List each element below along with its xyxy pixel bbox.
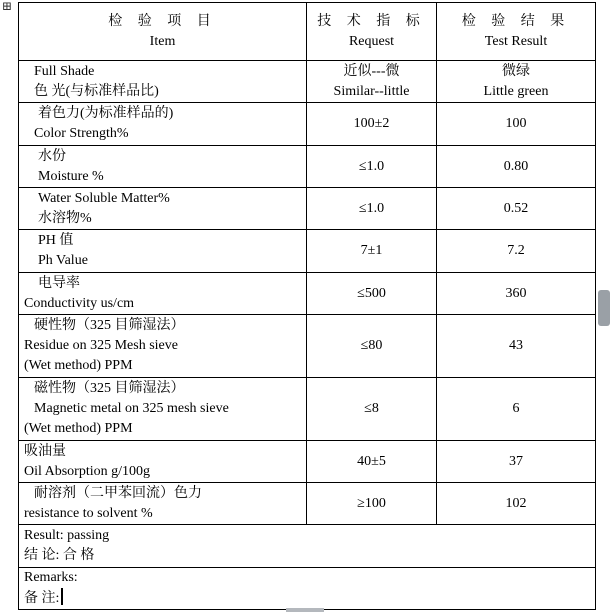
header-result-cell[interactable] bbox=[437, 3, 596, 61]
request-line: ≤8 bbox=[364, 401, 379, 416]
table-row bbox=[19, 315, 596, 378]
header-item-cell[interactable] bbox=[19, 3, 307, 61]
header-result-en: Test Result bbox=[484, 33, 548, 49]
item-cell[interactable] bbox=[19, 188, 307, 230]
item-line: Magnetic metal on 325 mesh sieve bbox=[34, 401, 229, 416]
result-line: 7.2 bbox=[507, 243, 525, 258]
result-line: 6 bbox=[512, 401, 520, 416]
header-request-cn: 技 术 指 标 bbox=[317, 13, 426, 29]
item-cell[interactable] bbox=[19, 146, 307, 188]
item-line: Full Shade bbox=[34, 63, 95, 79]
result-row bbox=[19, 525, 596, 568]
request-line: 100±2 bbox=[353, 116, 390, 131]
header-item-cn: 检 验 项 目 bbox=[108, 13, 217, 29]
item-line: 电导率 bbox=[38, 275, 80, 291]
item-line: 水溶物% bbox=[38, 210, 92, 226]
result-cell[interactable] bbox=[437, 188, 596, 230]
table-row bbox=[19, 483, 596, 525]
request-line: 近似---微 bbox=[343, 63, 400, 79]
result-cell[interactable] bbox=[437, 483, 596, 525]
item-line: 硬性物（325 目筛湿法） bbox=[34, 318, 185, 333]
table-row bbox=[19, 378, 596, 441]
header-result-cn: 检 验 结 果 bbox=[461, 13, 571, 29]
table-row bbox=[19, 146, 596, 188]
remarks-cn: 备 注: bbox=[24, 591, 60, 606]
item-line: resistance to solvent % bbox=[24, 505, 153, 521]
item-cell[interactable] bbox=[19, 483, 307, 525]
table-row bbox=[19, 188, 596, 230]
remarks-en: Remarks: bbox=[24, 570, 78, 585]
result-cell[interactable] bbox=[437, 441, 596, 483]
request-cell[interactable] bbox=[307, 103, 437, 146]
item-cell[interactable] bbox=[19, 378, 307, 441]
table-row bbox=[19, 441, 596, 483]
result-line: 43 bbox=[509, 338, 523, 353]
request-cell[interactable] bbox=[307, 315, 437, 378]
item-line: 磁性物（325 目筛湿法） bbox=[34, 381, 185, 396]
table-row bbox=[19, 61, 596, 103]
item-line: 水份 bbox=[38, 148, 66, 164]
result-line: 360 bbox=[505, 285, 527, 301]
request-line: ≤80 bbox=[360, 338, 383, 353]
remarks-cell[interactable] bbox=[19, 568, 596, 610]
remarks-row bbox=[19, 568, 596, 610]
item-line: 着色力(为标准样品的) bbox=[38, 106, 174, 121]
request-cell[interactable] bbox=[307, 378, 437, 441]
item-line: Residue on 325 Mesh sieve bbox=[24, 338, 178, 353]
request-cell[interactable] bbox=[307, 273, 437, 315]
request-line: 40±5 bbox=[357, 453, 386, 469]
result-cell[interactable] bbox=[437, 230, 596, 273]
request-line: ≤1.0 bbox=[358, 200, 385, 216]
item-line: (Wet method) PPM bbox=[24, 421, 133, 436]
text-cursor bbox=[61, 588, 63, 605]
result-cell[interactable] bbox=[437, 273, 596, 315]
request-cell[interactable] bbox=[307, 441, 437, 483]
item-cell[interactable] bbox=[19, 103, 307, 146]
item-cell[interactable] bbox=[19, 61, 307, 103]
item-line: PH 值 bbox=[38, 233, 74, 248]
request-line: ≤500 bbox=[357, 285, 386, 301]
result-line: Little green bbox=[483, 83, 549, 99]
item-line: Conductivity us/cm bbox=[24, 295, 135, 311]
side-scroll-tab[interactable] bbox=[598, 290, 610, 326]
item-line: Ph Value bbox=[38, 253, 88, 268]
result-line: 102 bbox=[505, 495, 527, 511]
item-line: 吸油量 bbox=[24, 443, 66, 459]
result-cell[interactable] bbox=[437, 315, 596, 378]
table-move-handle[interactable] bbox=[2, 0, 16, 14]
item-cell[interactable] bbox=[19, 315, 307, 378]
header-request-cell[interactable] bbox=[307, 3, 437, 61]
request-cell[interactable] bbox=[307, 188, 437, 230]
item-line: Oil Absorption g/100g bbox=[24, 463, 151, 479]
header-request-en: Request bbox=[348, 33, 395, 49]
result-en: Result: passing bbox=[24, 528, 110, 543]
item-line: 耐溶剂（二甲苯回流）色力 bbox=[34, 485, 202, 501]
request-cell[interactable] bbox=[307, 230, 437, 273]
result-cn: 结 论: 合 格 bbox=[24, 548, 95, 563]
result-cell[interactable] bbox=[437, 146, 596, 188]
header-item-en: Item bbox=[149, 33, 176, 49]
table-row bbox=[19, 103, 596, 146]
item-cell[interactable] bbox=[19, 441, 307, 483]
item-line: (Wet method) PPM bbox=[24, 358, 133, 373]
inspection-table bbox=[18, 2, 596, 610]
table-row bbox=[19, 273, 596, 315]
item-line: Moisture % bbox=[38, 168, 104, 184]
result-cell[interactable] bbox=[437, 61, 596, 103]
request-line: ≤1.0 bbox=[358, 158, 385, 174]
request-line: 7±1 bbox=[360, 243, 383, 258]
item-line: Water Soluble Matter% bbox=[38, 190, 170, 206]
result-line: 100 bbox=[505, 116, 527, 131]
request-line: Similar--little bbox=[333, 83, 410, 99]
result-line: 微绿 bbox=[502, 63, 530, 79]
request-cell[interactable] bbox=[307, 146, 437, 188]
request-line: ≥100 bbox=[357, 495, 386, 511]
request-cell[interactable] bbox=[307, 483, 437, 525]
result-line: 0.52 bbox=[503, 200, 529, 216]
item-line: 色 光(与标准样品比) bbox=[34, 83, 159, 99]
result-summary-cell[interactable] bbox=[19, 525, 596, 568]
header-row bbox=[19, 3, 596, 61]
item-cell[interactable] bbox=[19, 230, 307, 273]
table-row bbox=[19, 230, 596, 273]
item-line: Color Strength% bbox=[34, 126, 129, 141]
result-cell[interactable] bbox=[437, 103, 596, 146]
result-line: 0.80 bbox=[503, 158, 529, 174]
result-cell[interactable] bbox=[437, 378, 596, 441]
result-line: 37 bbox=[509, 453, 523, 469]
request-cell[interactable] bbox=[307, 61, 437, 103]
item-cell[interactable] bbox=[19, 273, 307, 315]
move-icon: ⊞ bbox=[2, 0, 13, 13]
table-resize-handle[interactable] bbox=[286, 608, 324, 612]
